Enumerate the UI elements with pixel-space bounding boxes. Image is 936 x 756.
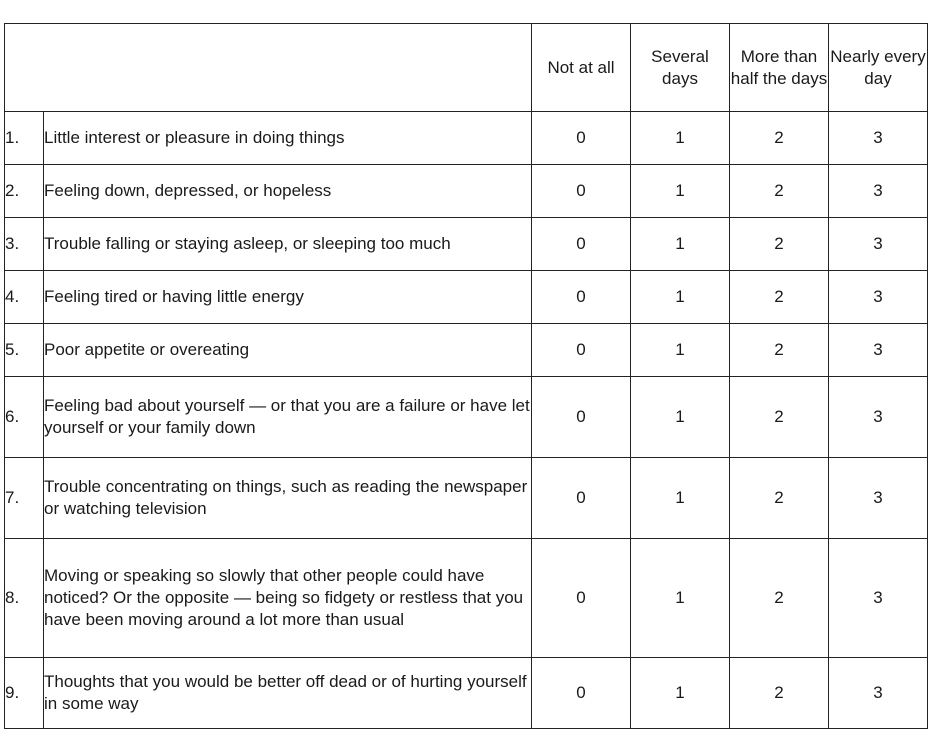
header-row	[5, 24, 928, 112]
score-nearly-every-day: 3	[829, 658, 928, 729]
score-several-days: 1	[631, 539, 730, 658]
score-not-at-all: 0	[532, 112, 631, 165]
questionnaire-table	[4, 23, 928, 729]
question-text: Feeling tired or having little energy	[44, 271, 532, 324]
column-header-several-days: Several days	[631, 24, 730, 112]
row-number: 6.	[5, 377, 44, 458]
score-not-at-all: 0	[532, 218, 631, 271]
header-blank-cell	[5, 24, 532, 112]
score-several-days: 1	[631, 165, 730, 218]
table-row	[5, 271, 928, 324]
row-number: 2.	[5, 165, 44, 218]
score-more-than-half: 2	[730, 539, 829, 658]
score-more-than-half: 2	[730, 271, 829, 324]
row-number: 5.	[5, 324, 44, 377]
score-not-at-all: 0	[532, 377, 631, 458]
score-nearly-every-day: 3	[829, 271, 928, 324]
score-several-days: 1	[631, 458, 730, 539]
question-text: Trouble concentrating on things, such as reading the newspaper or watching television	[44, 458, 532, 539]
score-not-at-all: 0	[532, 324, 631, 377]
table-row	[5, 112, 928, 165]
score-not-at-all: 0	[532, 539, 631, 658]
score-several-days: 1	[631, 218, 730, 271]
row-number: 9.	[5, 658, 44, 729]
question-text: Trouble falling or staying asleep, or sleeping too much	[44, 218, 532, 271]
score-more-than-half: 2	[730, 377, 829, 458]
score-nearly-every-day: 3	[829, 112, 928, 165]
score-not-at-all: 0	[532, 271, 631, 324]
score-several-days: 1	[631, 377, 730, 458]
question-text: Little interest or pleasure in doing things	[44, 112, 532, 165]
score-not-at-all: 0	[532, 165, 631, 218]
score-more-than-half: 2	[730, 218, 829, 271]
row-number: 4.	[5, 271, 44, 324]
question-text: Thoughts that you would be better off dead or of hurting yourself in some way	[44, 658, 532, 729]
table-row	[5, 539, 928, 658]
score-several-days: 1	[631, 324, 730, 377]
row-number: 3.	[5, 218, 44, 271]
row-number: 1.	[5, 112, 44, 165]
table-row	[5, 458, 928, 539]
score-more-than-half: 2	[730, 112, 829, 165]
score-more-than-half: 2	[730, 324, 829, 377]
column-header-not-at-all: Not at all	[532, 24, 631, 112]
question-text: Poor appetite or overeating	[44, 324, 532, 377]
score-nearly-every-day: 3	[829, 218, 928, 271]
table-row	[5, 165, 928, 218]
row-number: 8.	[5, 539, 44, 658]
score-more-than-half: 2	[730, 165, 829, 218]
table-row	[5, 658, 928, 729]
table-row	[5, 218, 928, 271]
table-row	[5, 377, 928, 458]
score-not-at-all: 0	[532, 458, 631, 539]
score-several-days: 1	[631, 658, 730, 729]
score-several-days: 1	[631, 112, 730, 165]
score-nearly-every-day: 3	[829, 165, 928, 218]
question-text: Feeling down, depressed, or hopeless	[44, 165, 532, 218]
column-header-nearly-every-day: Nearly every day	[829, 24, 928, 112]
score-nearly-every-day: 3	[829, 458, 928, 539]
score-more-than-half: 2	[730, 658, 829, 729]
score-nearly-every-day: 3	[829, 539, 928, 658]
question-text: Moving or speaking so slowly that other people could have noticed? Or the opposite — being so fidgety or restless that you have been moving around a lot more than usual	[44, 539, 532, 658]
score-nearly-every-day: 3	[829, 324, 928, 377]
question-text: Feeling bad about yourself — or that you are a failure or have let yourself or your family down	[44, 377, 532, 458]
score-more-than-half: 2	[730, 458, 829, 539]
table-row	[5, 324, 928, 377]
score-several-days: 1	[631, 271, 730, 324]
score-nearly-every-day: 3	[829, 377, 928, 458]
row-number: 7.	[5, 458, 44, 539]
column-header-more-than-half: More than half the days	[730, 24, 829, 112]
score-not-at-all: 0	[532, 658, 631, 729]
